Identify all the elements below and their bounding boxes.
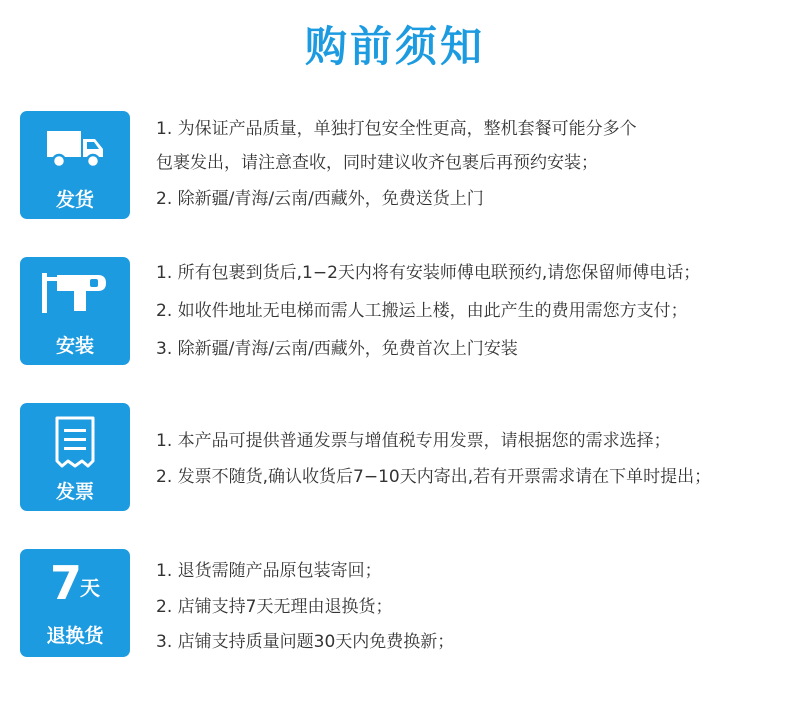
shipping-line-1: 1. 为保证产品质量，单独打包安全性更高，整机套餐可能分多个 bbox=[156, 119, 637, 139]
shipping-label: 发货 bbox=[55, 189, 94, 211]
section-invoice bbox=[20, 403, 790, 511]
page-title: 购前须知 bbox=[304, 22, 485, 71]
returns-line-3: 3. 店铺支持质量问题30天内免费换新； bbox=[156, 632, 455, 652]
installation-line-3: 3. 除新疆/青海/云南/西藏外，免费首次上门安装 bbox=[156, 339, 518, 359]
invoice-label: 发票 bbox=[55, 481, 94, 503]
drill-icon bbox=[40, 271, 110, 315]
returns-badge bbox=[20, 549, 130, 657]
installation-line-2: 2. 如收件地址无电梯而需人工搬运上楼，由此产生的费用需您方支付； bbox=[156, 301, 688, 321]
section-installation bbox=[20, 257, 790, 365]
returns-line-1: 1. 退货需随产品原包装寄回； bbox=[156, 561, 382, 581]
shipping-line-3: 2. 除新疆/青海/云南/西藏外，免费送货上门 bbox=[156, 189, 484, 209]
truck-icon bbox=[45, 127, 105, 171]
shipping-line-2: 包裹发出，请注意查收，同时建议收齐包裹后再预约安装； bbox=[156, 153, 598, 173]
invoice-line-2: 2. 发票不随货,确认收货后7−10天内寄出,若有开票需求请在下单时提出； bbox=[156, 467, 712, 487]
invoice-line-1: 1. 本产品可提供普通发票与增值税专用发票，请根据您的需求选择； bbox=[156, 431, 671, 451]
section-returns bbox=[20, 549, 790, 657]
installation-label: 安装 bbox=[55, 335, 94, 357]
returns-label: 退换货 bbox=[46, 625, 104, 647]
shipping-badge bbox=[20, 111, 130, 219]
installation-line-1: 1. 所有包裹到货后,1−2天内将有安装师傅电联预约,请您保留师傅电话； bbox=[156, 263, 701, 283]
section-shipping bbox=[20, 111, 790, 219]
invoice-badge bbox=[20, 403, 130, 511]
installation-badge bbox=[20, 257, 130, 365]
receipt-icon bbox=[53, 415, 97, 469]
returns-line-2: 2. 店铺支持7天无理由退换货； bbox=[156, 597, 393, 617]
returns-days-unit: 天 bbox=[80, 576, 100, 600]
returns-days-number: 7 bbox=[50, 556, 83, 610]
